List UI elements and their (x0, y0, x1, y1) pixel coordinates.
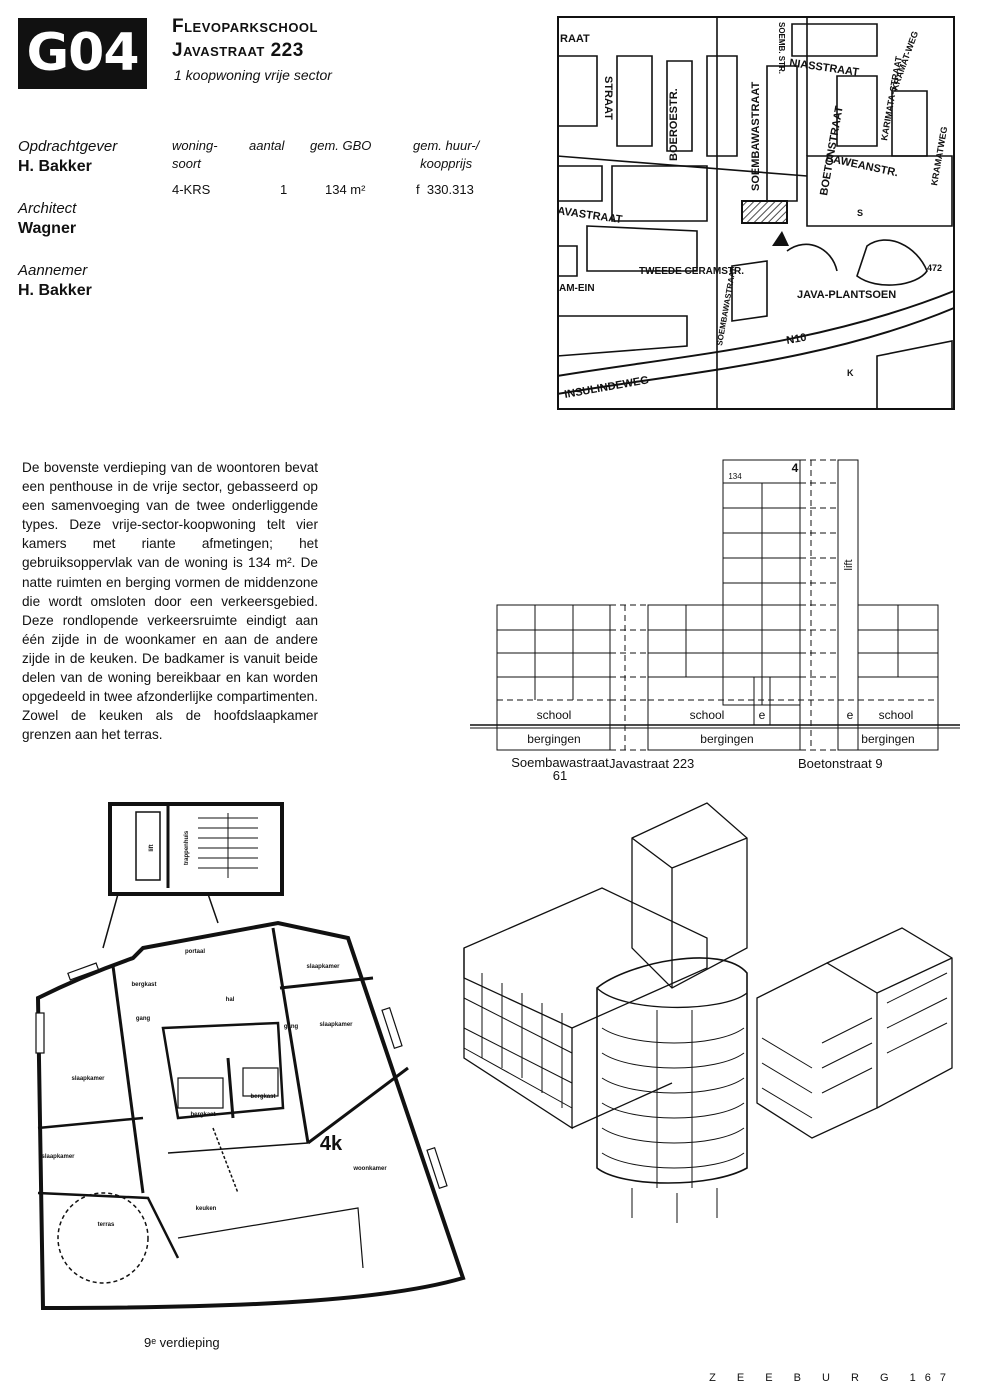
table-header-count: aantal (249, 138, 285, 153)
map-label: INSULINDEWEG (563, 374, 650, 401)
role-name-architect: Wagner (18, 220, 77, 237)
role-label-architect: Architect (18, 200, 77, 217)
section-lift-label: lift (843, 559, 855, 571)
section-e-label: e (758, 708, 766, 722)
room-label: slaapkamer (306, 964, 340, 970)
map-label: 472 (927, 263, 943, 273)
role-label-contractor: Aannemer (18, 262, 88, 279)
room-label: bergkast (190, 1112, 216, 1118)
section-street-right: Boetonstraat 9 (798, 756, 883, 771)
table-header-area: gem. GBO (310, 138, 372, 153)
map-label: AM-EIN (559, 283, 595, 294)
room-label: woonkamer (353, 1166, 387, 1172)
axonometric-drawing (462, 798, 960, 1228)
table-cell-count: 1 (280, 182, 288, 197)
map-label: RAAT (560, 33, 590, 45)
map-label: BAWEANSTR. (824, 152, 900, 180)
map-label: JAVA-PLANTSOEN (797, 289, 897, 301)
room-label: bergkast (131, 982, 157, 988)
project-code: G04 (18, 18, 147, 89)
map-label: S (857, 208, 864, 218)
room-label: gang (135, 1016, 151, 1022)
room-label: portaal (184, 949, 206, 955)
project-subtitle: 1 koopwoning vrije sector (174, 67, 332, 83)
section-school-label: school (878, 708, 914, 722)
map-label: BOETONSTRAAT (818, 105, 846, 197)
page-footer: Z E E B U R G 167 (709, 1372, 955, 1384)
role-name-contractor: H. Bakker (18, 282, 92, 299)
role-label-client: Opdrachtgever (18, 138, 118, 155)
building-section (470, 455, 960, 785)
map-label: STRAAT (602, 76, 614, 120)
location-map (557, 16, 955, 410)
map-label: KRAMAT-WEG (889, 29, 921, 92)
section-school-label: school (689, 708, 725, 722)
room-label: slaapkamer (71, 1076, 105, 1082)
room-label: slaapkamer (319, 1022, 353, 1028)
unit-type-label: 4k (319, 1133, 343, 1155)
room-label: bergkast (250, 1094, 276, 1100)
map-label: K (847, 368, 854, 378)
section-storage-label: bergingen (700, 732, 754, 746)
room-label: slaapkamer (41, 1154, 75, 1160)
section-storage-label: bergingen (861, 732, 915, 746)
room-label: gang (283, 1024, 299, 1030)
room-label: terras (97, 1222, 115, 1228)
map-label: NIASSTRAAT (788, 57, 860, 79)
section-school-label: school (536, 708, 572, 722)
map-label: KRAMATWEG (929, 125, 950, 187)
section-top-area: 134 (728, 472, 742, 481)
section-storage-label: bergingen (527, 732, 581, 746)
section-e-label: e (846, 708, 854, 722)
description-text: De bovenste verdieping van de woontoren bevat een penthouse in de vrije sector, gebasseerd op een samenvoeging van de twee onderliggende types. Deze vrije-sector-koopwoning telt vier kamers met riante afmetingen; het gebruiksoppervlak van de woning is 134 m². De natte ruimten en berging vormen de middenzone die wordt omsloten door een verkeersgebied. Deze rondlopende verkeersruimte eindigt aan één zijde in de woonkamer en aan de andere zijde in de keuken. De badkamer is vanuit beide delen van de woning bereikbaar en kan worden opgedeeld in twee afzonderlijke compartimenten. Zowel de keuken als de hoofdslaapkamer grenzen aan het terras. (22, 460, 318, 743)
project-address: Javastraat 223 (172, 40, 304, 61)
table-cell-price: f 330.313 (416, 182, 474, 197)
room-label: keuken (195, 1206, 217, 1212)
map-label: KARIMATA-STRAAT (879, 55, 904, 142)
map-label: TWEEDE CERAMSTR. (639, 266, 744, 277)
floor-caption: 9ᵉ verdieping (144, 1335, 220, 1350)
table-cell-type: 4-KRS (172, 182, 211, 197)
table-header-price: gem. huur-/ koopprijs (413, 138, 480, 171)
map-label: SOEMBAWASTRAAT (715, 266, 738, 347)
table-header-type: woning- soort (172, 138, 218, 171)
role-name-client: H. Bakker (18, 158, 92, 175)
section-top-number: 4 (791, 461, 799, 475)
map-label: AVASTRAAT (557, 205, 624, 227)
room-label: lift (149, 844, 155, 852)
map-label: SOEMB. STR. (777, 22, 786, 75)
room-label: trappenhuis (184, 830, 190, 866)
map-label: N10 (785, 331, 808, 347)
map-label: SOEMBAWASTRAAT (750, 81, 762, 191)
map-label: BOEROESTR. (668, 88, 680, 161)
section-street-middle: Javastraat 223 (609, 756, 695, 771)
section-street-left: Soembawastraat 61 (511, 755, 609, 783)
project-title: Flevoparkschool (172, 16, 318, 37)
floor-plan (18, 798, 478, 1318)
room-label: hal (225, 997, 235, 1003)
table-cell-area: 134 m² (325, 182, 366, 197)
